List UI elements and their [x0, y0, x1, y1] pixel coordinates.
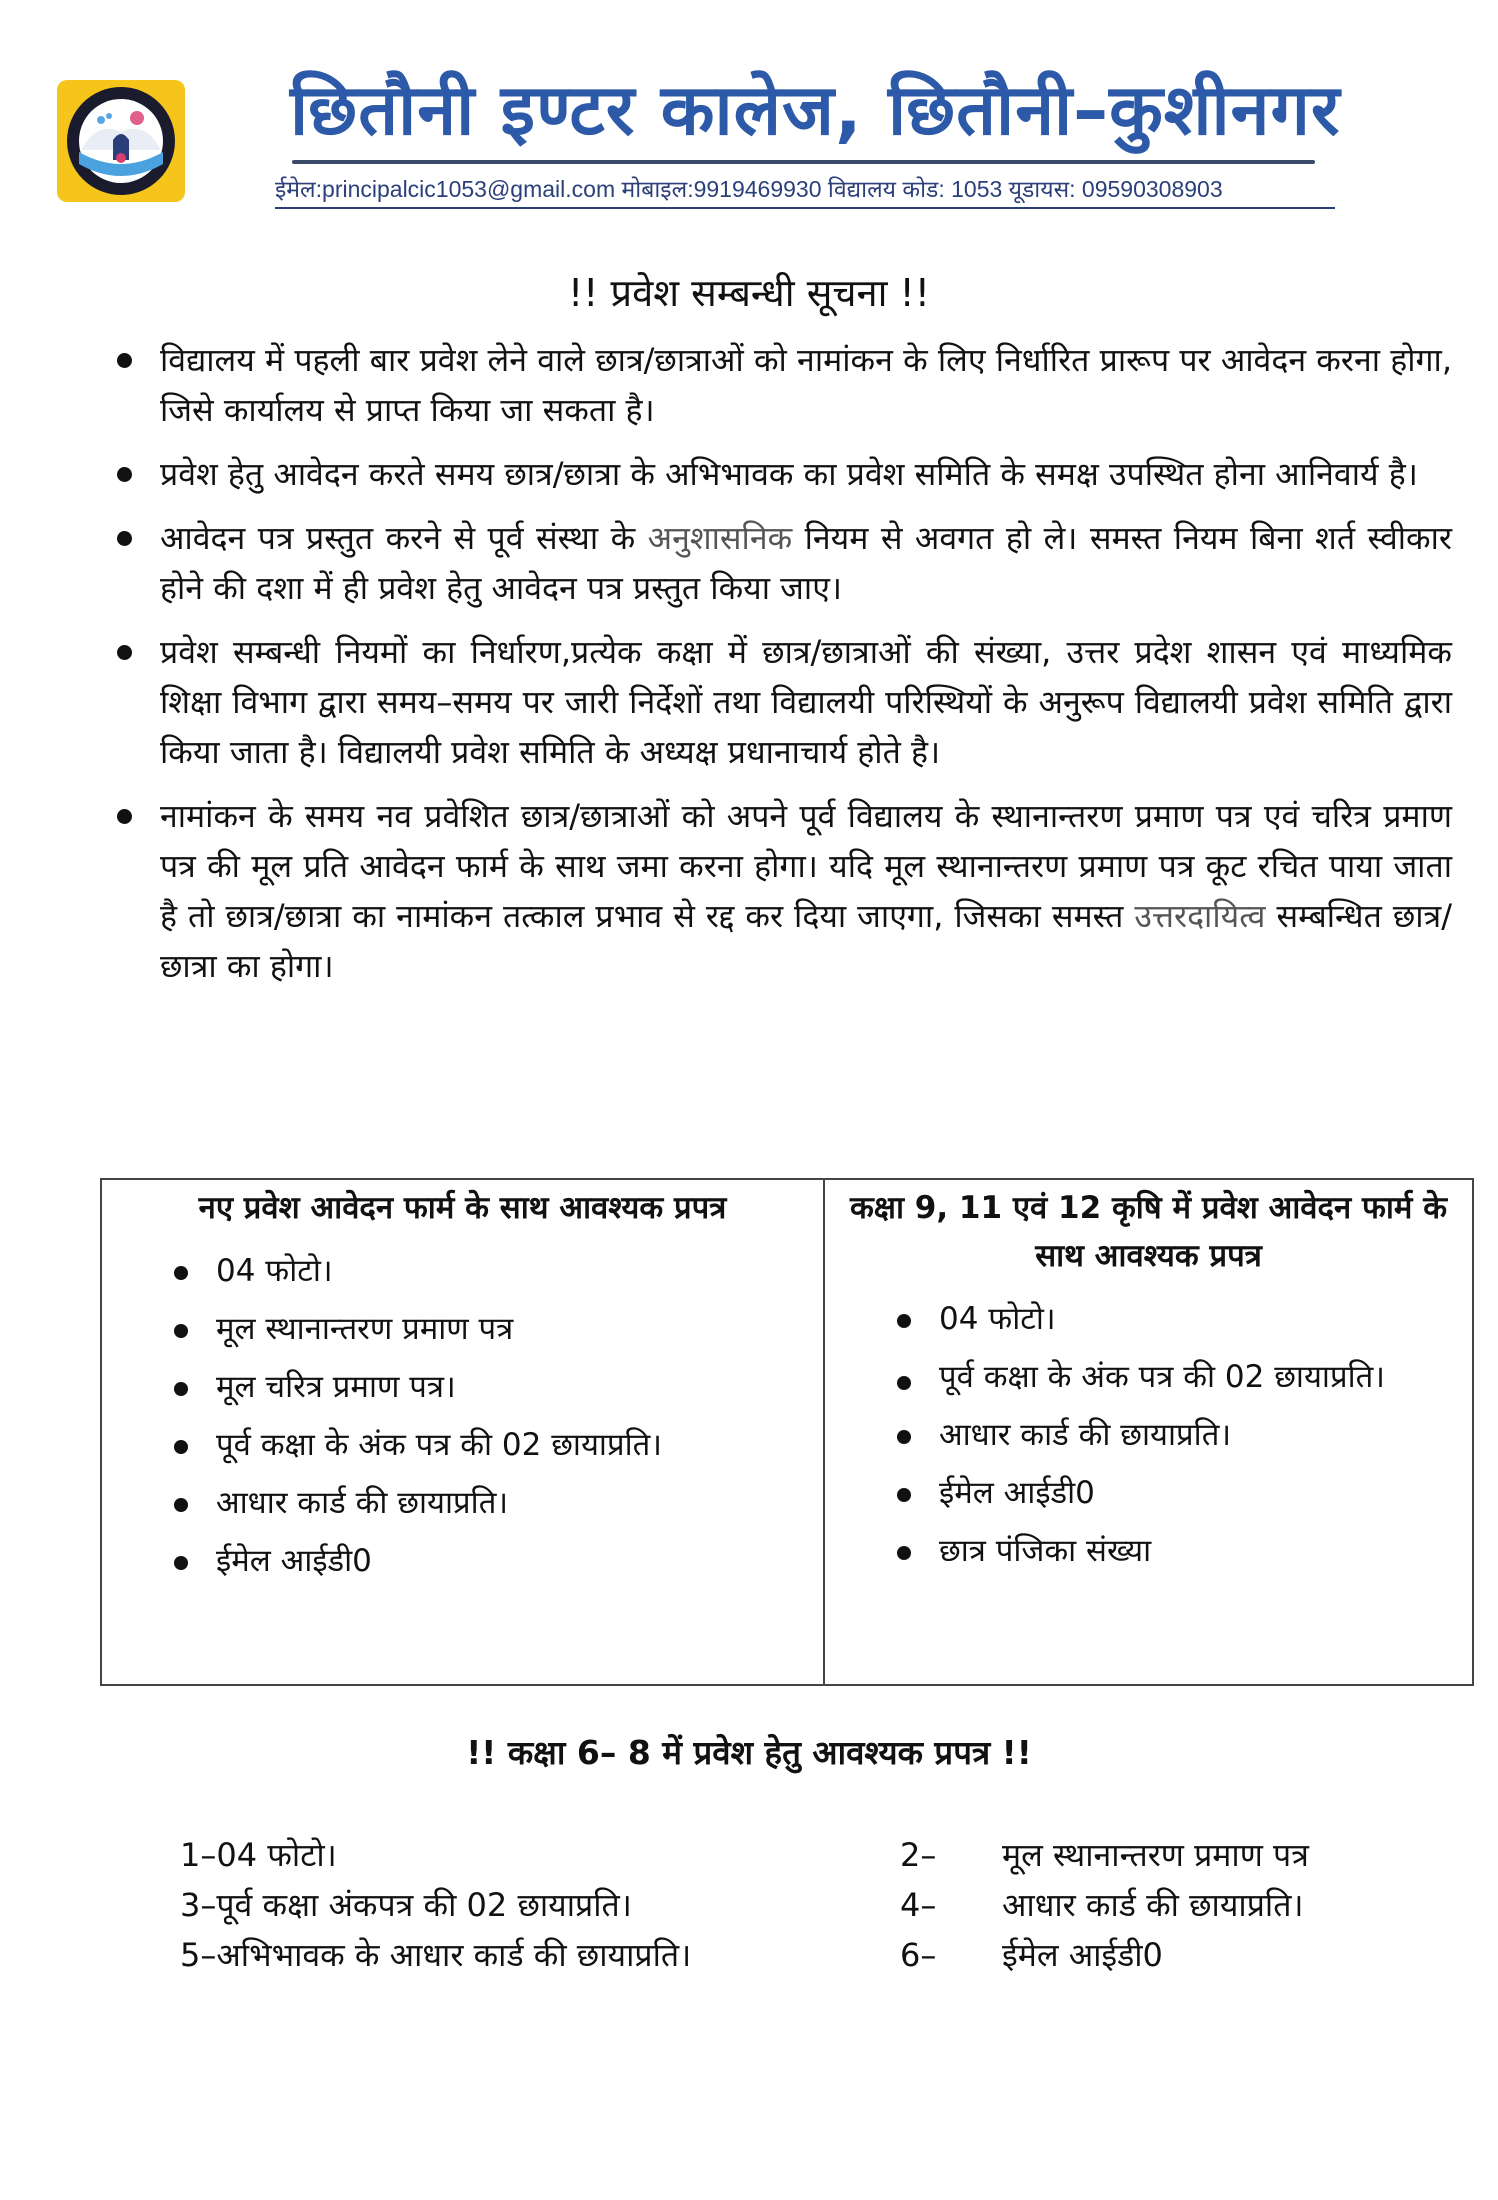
item-text: ईमेल आईडी0 — [1002, 1936, 1163, 1974]
item-number: 6– — [900, 1936, 937, 1974]
notice-point-text-grey: अनुशासनिक — [647, 519, 793, 557]
notice-point — [112, 627, 1452, 777]
list-item-text: मूल चरित्र प्रमाण पत्र। — [216, 1369, 456, 1405]
bullet-icon — [117, 809, 132, 824]
bullet-icon — [117, 531, 132, 546]
title-underline — [292, 160, 1315, 164]
list-item-text: ईमेल आईडी0 — [939, 1475, 1095, 1511]
list-item-text: छात्र पंजिका संख्या — [939, 1533, 1152, 1569]
item-number: 1– — [180, 1836, 217, 1874]
class-9-11-12-column — [825, 1180, 1472, 1684]
notice-point-text: प्रवेश हेतु आवेदन करते समय छात्र/छात्रा के अभिभावक का प्रवेश समिति के समक्ष उपस्थित होना आनिवार्य है। — [160, 455, 1418, 493]
list-item — [170, 1242, 803, 1300]
notice-point — [112, 791, 1452, 991]
item-number: 5– — [180, 1936, 217, 1974]
notice-point — [112, 513, 1452, 613]
notice-point — [112, 335, 1452, 435]
bullet-icon — [897, 1546, 911, 1560]
notice-point-text: विद्यालय में पहली बार प्रवेश लेने वाले छात्र/छात्राओं को नामांकन के लिए निर्धारित प्रारूप पर आवेदन करना होगा, जिसे कार्यालय से प्राप्त किया जा सकता है। — [160, 341, 1452, 429]
list-item — [170, 1300, 803, 1358]
list-item — [180, 1880, 900, 1930]
item-text: मूल स्थानान्तरण प्रमाण पत्र — [1002, 1836, 1309, 1874]
grades-row — [180, 1930, 1420, 1980]
list-item — [893, 1522, 1452, 1580]
grades-6-8-list — [180, 1830, 1420, 1980]
bullet-icon — [117, 353, 132, 368]
bullet-icon — [174, 1382, 188, 1396]
school-logo — [57, 80, 185, 202]
item-text: आधार कार्ड की छायाप्रति। — [1002, 1886, 1304, 1924]
list-item-text: आधार कार्ड की छायाप्रति। — [216, 1485, 509, 1521]
documents-table — [100, 1178, 1474, 1686]
item-number: 3– — [180, 1886, 217, 1924]
item-text: पूर्व कक्षा अंकपत्र की 02 छायाप्रति। — [216, 1886, 632, 1924]
bullet-icon — [174, 1324, 188, 1338]
notice-point-text-before: आवेदन पत्र प्रस्तुत करने से पूर्व संस्था के — [160, 519, 648, 557]
new-admission-column — [102, 1180, 825, 1684]
list-item — [893, 1352, 1452, 1402]
contact-line: ईमेल:principalcic1053@gmail.com मोबाइल:9919469930 विद्यालय कोड: 1053 यूडायस: 09590308903 — [275, 176, 1223, 202]
class-9-11-12-list — [845, 1290, 1452, 1580]
list-item — [893, 1290, 1452, 1348]
item-number: 4– — [900, 1886, 937, 1924]
item-number: 2– — [900, 1836, 937, 1874]
bullet-icon — [174, 1440, 188, 1454]
grades-row — [180, 1880, 1420, 1930]
list-item — [170, 1474, 803, 1532]
grades-row — [180, 1830, 1420, 1880]
bullet-icon — [897, 1430, 911, 1444]
notice-point-text-before: नामांकन के समय नव प्रवेशित छात्र/छात्राओं को अपने पूर्व विद्यालय के स्थानान्तरण प्रमाण पत्र एवं चरित्र प्रमाण पत्र की मूल प्रति आवेदन फार्म के साथ जमा करना होगा। यदि मूल स्थानान्तरण प्रमाण पत्र कूट रचित पाया जाता है तो छात्र/छात्रा का नामांकन तत्काल प्रभाव से रद्द कर दिया जाएगा, जिसका समस्त — [160, 797, 1452, 935]
list-item-text: 04 फोटो। — [939, 1301, 1056, 1337]
list-item — [170, 1532, 803, 1590]
grades-6-8-heading: !! कक्षा 6– 8 में प्रवेश हेतु आवश्यक प्रपत्र !! — [466, 1733, 1032, 1772]
notice-point-text: प्रवेश सम्बन्धी नियमों का निर्धारण,प्रत्येक कक्षा में छात्र/छात्राओं की संख्या, उत्तर प्रदेश शासन एवं माध्यमिक शिक्षा विभाग द्वारा समय–समय पर जारी निर्देशों तथा विद्यालयी परिस्थियों के अनुरूप विद्यालयी प्रवेश समिति द्वारा किया जाता है। विद्यालयी प्रवेश समिति के अध्यक्ष प्रधानाचार्य होते है। — [160, 633, 1452, 771]
new-admission-heading: नए प्रवेश आवेदन फार्म के साथ आवश्यक प्रपत्र — [198, 1190, 727, 1226]
list-item-text: पूर्व कक्षा के अंक पत्र की 02 छायाप्रति। — [216, 1427, 663, 1463]
bullet-icon — [174, 1556, 188, 1570]
list-item-text: पूर्व कक्षा के अंक पत्र की 02 छायाप्रति। — [939, 1359, 1386, 1395]
bullet-icon — [174, 1498, 188, 1512]
bullet-icon — [117, 467, 132, 482]
new-admission-list — [122, 1242, 803, 1590]
school-name: छितौनी इण्टर कालेज, छितौनी–कुशीनगर — [290, 69, 1341, 151]
notice-points — [112, 335, 1452, 1005]
bullet-icon — [897, 1376, 911, 1390]
bullet-icon — [174, 1266, 188, 1280]
list-item — [170, 1416, 803, 1474]
bullet-icon — [117, 645, 132, 660]
list-item — [180, 1930, 900, 1980]
list-item-text: मूल स्थानान्तरण प्रमाण पत्र — [216, 1311, 514, 1347]
notice-point — [112, 449, 1452, 499]
contact-underline — [275, 207, 1335, 209]
bullet-icon — [897, 1488, 911, 1502]
item-text: अभिभावक के आधार कार्ड की छायाप्रति। — [216, 1936, 692, 1974]
school-emblem-icon — [57, 80, 185, 202]
bullet-icon — [897, 1314, 911, 1328]
notice-point-text-after: सम्बन्धित छात्र/छात्रा का होगा। — [160, 897, 1452, 985]
notice-point-text-after: नियम से अवगत हो ले। समस्त नियम बिना शर्त स्वीकार होने की दशा में ही प्रवेश हेतु आवेदन पत्र प्रस्तुत किया जाए। — [160, 519, 1452, 607]
list-item-text: आधार कार्ड की छायाप्रति। — [939, 1417, 1232, 1453]
notice-heading: !! प्रवेश सम्बन्धी सूचना !! — [567, 271, 931, 315]
list-item — [170, 1358, 803, 1416]
list-item-text: ईमेल आईडी0 — [216, 1543, 372, 1579]
notice-point-text-grey: उत्तरदायित्व — [1134, 897, 1266, 935]
class-9-11-12-heading: कक्षा 9, 11 एवं 12 कृषि में प्रवेश आवेदन फार्म के साथ आवश्यक प्रपत्र — [849, 1190, 1448, 1274]
list-item-text: 04 फोटो। — [216, 1253, 333, 1289]
list-item — [893, 1464, 1452, 1522]
list-item — [893, 1406, 1452, 1464]
list-item — [180, 1830, 900, 1880]
item-text: 04 फोटो। — [216, 1836, 337, 1874]
